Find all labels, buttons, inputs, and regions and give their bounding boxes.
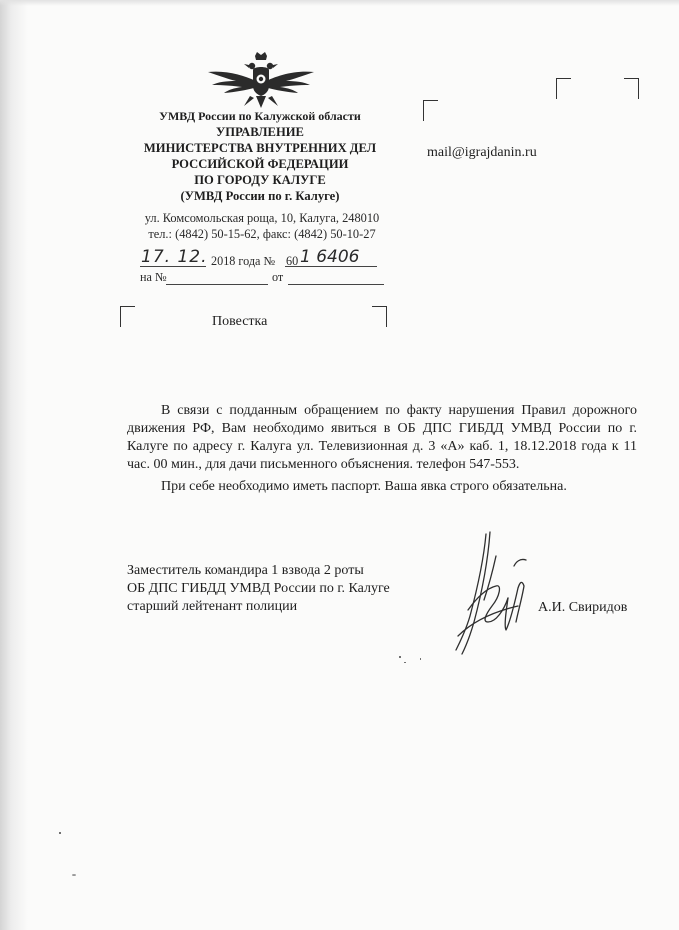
reply-to-label: на № (140, 270, 167, 284)
scan-top-shadow (0, 0, 679, 6)
scan-speck (72, 874, 76, 876)
header-line-ministry: МИНИСТЕРСТВА ВНУТРЕННИХ ДЕЛ (143, 141, 377, 155)
reply-to-underline (166, 284, 268, 285)
header-line-federation: РОССИЙСКОЙ ФЕДЕРАЦИИ (171, 157, 349, 171)
title-corner-right (372, 306, 387, 327)
signatory-name: А.И. Свиридов (538, 600, 628, 615)
office-address: ул. Комсомольская роща, 10, Калуга, 248010 (144, 211, 380, 225)
header-line-city: ПО ГОРОДУ КАЛУГЕ (194, 173, 326, 187)
title-corner-left (120, 306, 135, 327)
handwritten-signature (448, 526, 532, 662)
scan-speck (399, 656, 401, 658)
body-paragraph-requirements: При себе необходимо иметь паспорт. Ваша явка строго обязательна. (161, 479, 567, 494)
registration-number-prefix: 60 (286, 254, 299, 268)
reply-from-label: от (272, 270, 284, 284)
header-line-regional-office: УМВД России по Калужской области (159, 109, 361, 123)
scan-speck (420, 658, 421, 660)
signatory-position-line1: Заместитель командира 1 взвода 2 роты (127, 563, 364, 578)
document-body (127, 402, 637, 496)
scan-speck (404, 662, 406, 663)
scan-speck (59, 832, 61, 834)
header-line-directorate: УПРАВЛЕНИЕ (216, 125, 304, 139)
registration-number: 1 6406 (300, 247, 360, 267)
recipient-email: mail@igrajdanin.ru (427, 145, 537, 160)
reply-from-underline (288, 284, 384, 285)
scan-edge-shadow (0, 0, 28, 930)
addressee-corner-top-left-2 (556, 78, 571, 99)
signatory-position-line2: ОБ ДПС ГИБДД УМВД России по г. Калуге (127, 581, 390, 596)
double-headed-eagle-emblem (206, 52, 316, 110)
body-paragraph-summons: В связи с подданным обращением по факту нарушения Правил дорожного движения РФ, Вам необходимо явиться в ОБ ДПС ГИБДД УМВД России по г. Калуге по адресу г. Калуга ул. Телевизионная д. 3 «А» каб. 1, 18.12.2018 года к 11 час. 00 мин., для дачи письменного объяснения. телефон 547-553. (127, 403, 637, 472)
signatory-block (127, 562, 390, 616)
header-line-abbreviation: (УМВД России по г. Калуге) (180, 189, 340, 203)
registration-date: 17. 12. (141, 247, 208, 267)
addressee-corner-top-left (423, 100, 438, 121)
document-title: Повестка (212, 314, 268, 329)
office-phones: тел.: (4842) 50-15-62, факс: (4842) 50-10-27 (148, 227, 376, 241)
registration-year-label: 2018 года № (211, 254, 276, 268)
addressee-corner-top-right (624, 78, 639, 99)
signatory-rank: старший лейтенант полиции (127, 599, 298, 614)
